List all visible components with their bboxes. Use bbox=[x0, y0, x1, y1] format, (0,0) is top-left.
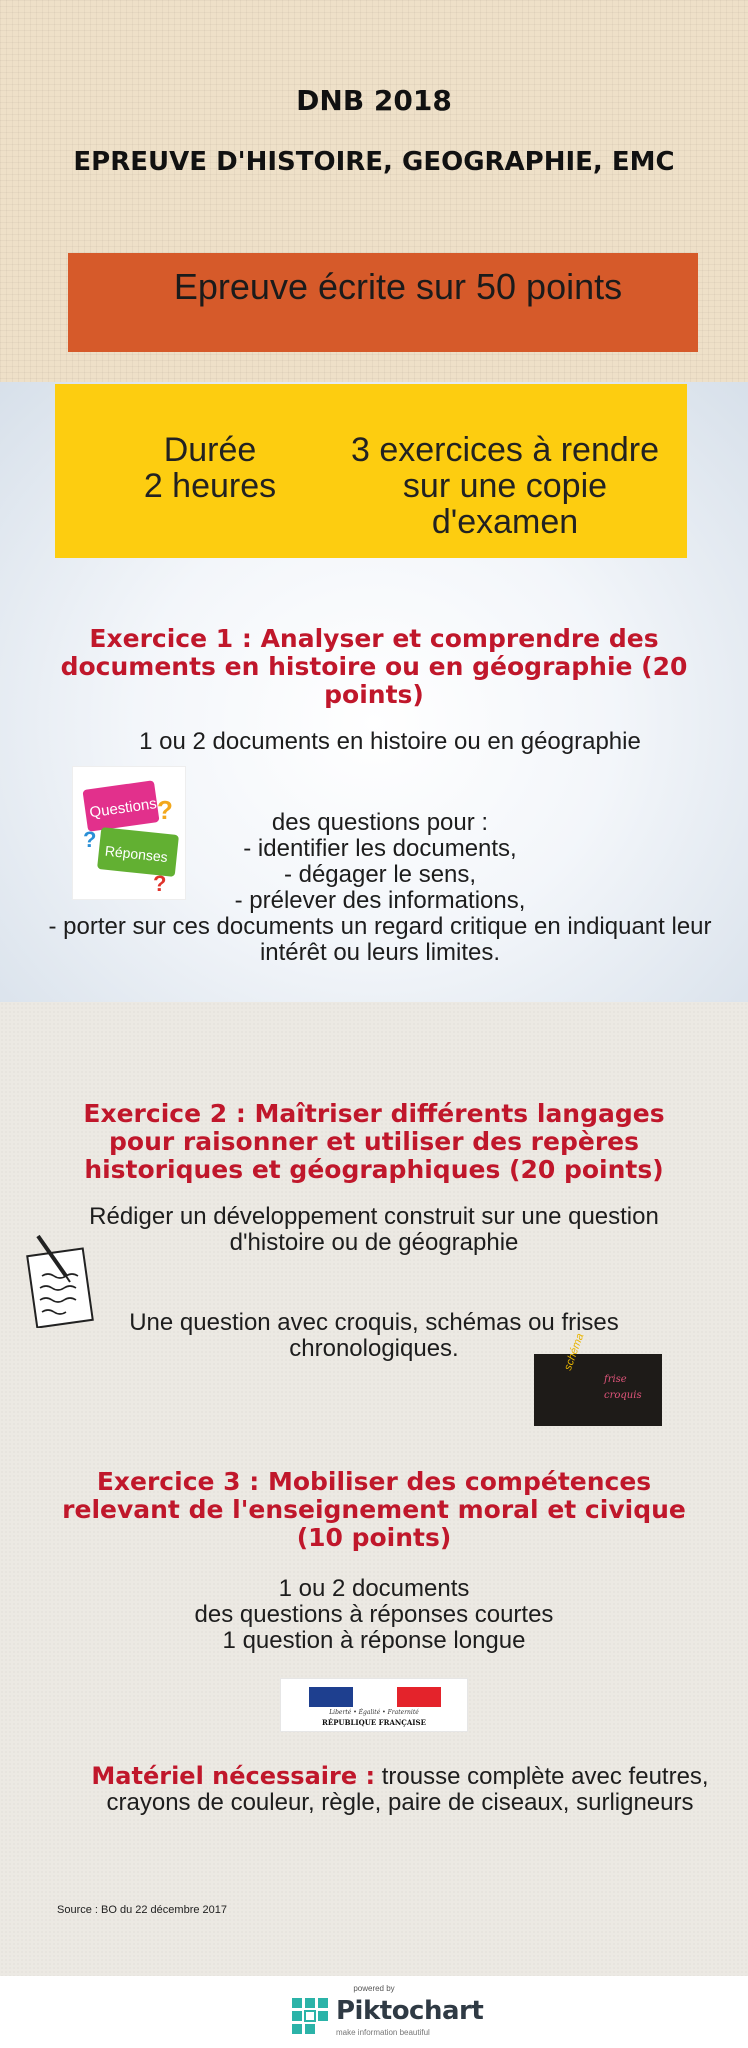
exercise3-title: Exercice 3 : Mobiliser des compétences relevant de l'enseignement moral et civique (10 points) bbox=[62, 1467, 686, 1552]
logo-motto: Liberté • Égalité • Fraternité bbox=[329, 1709, 419, 1716]
image-text-schema: schéma bbox=[562, 1331, 587, 1373]
question-item: - prélever des informations, bbox=[234, 887, 526, 914]
page-subtitle: EPREUVE D'HISTOIRE, GEOGRAPHIE, EMC bbox=[73, 147, 675, 177]
exercise3-doc-item: 1 question à réponse longue bbox=[222, 1627, 526, 1654]
flag-red-band bbox=[397, 1687, 441, 1707]
exercise1-documents: 1 ou 2 documents en histoire ou en géographie bbox=[139, 728, 641, 755]
powered-by-text: powered by bbox=[353, 1984, 395, 1993]
materiel-text bbox=[90, 1763, 710, 1816]
exercises-count-text: 3 exercices à rendre sur une copie d'examen bbox=[350, 431, 660, 541]
question-item: - porter sur ces documents un regard critique en indiquant leur intérêt ou leurs limites. bbox=[48, 913, 712, 966]
materiel-list: trousse complète avec feutres, crayons de couleur, règle, paire de ciseaux, surligneurs bbox=[106, 1763, 709, 1816]
exercise3-documents bbox=[100, 1576, 648, 1654]
image-text-questions: Questions bbox=[88, 795, 158, 822]
republique-francaise-logo bbox=[280, 1678, 468, 1732]
materiel-label: Matériel nécessaire : bbox=[91, 1762, 376, 1790]
exercise1-title: Exercice 1 : Analyser et comprendre des documents en histoire ou en géographie (20 points) bbox=[60, 624, 688, 709]
writing-paper-icon bbox=[26, 1232, 98, 1328]
points-banner bbox=[68, 253, 698, 352]
duration-label: Durée bbox=[163, 431, 257, 469]
overview-box bbox=[55, 384, 687, 558]
piktochart-brand[interactable]: Piktochart bbox=[336, 1996, 484, 2026]
page-title: DNB 2018 bbox=[296, 84, 452, 117]
source-note: Source : BO du 22 décembre 2017 bbox=[57, 1904, 227, 1916]
question-item: - dégager le sens, bbox=[283, 861, 477, 888]
duration-value: 2 heures bbox=[143, 467, 277, 505]
piktochart-tagline: make information beautiful bbox=[336, 2028, 430, 2037]
svg-text:?: ? bbox=[153, 871, 167, 896]
questions-intro: des questions pour : bbox=[271, 809, 489, 836]
duration-text bbox=[95, 432, 325, 504]
footer bbox=[0, 1976, 748, 2048]
exercise3-doc-item: 1 ou 2 documents bbox=[278, 1575, 470, 1602]
header-section bbox=[0, 0, 748, 382]
logo-name: RÉPUBLIQUE FRANÇAISE bbox=[322, 1718, 426, 1727]
exercises-2-3-section bbox=[0, 1002, 748, 1976]
exercise2-question: Une question avec croquis, schémas ou frises chronologiques. bbox=[129, 1309, 619, 1362]
svg-text:?: ? bbox=[83, 827, 97, 852]
points-banner-text: Epreuve écrite sur 50 points bbox=[173, 266, 623, 307]
piktochart-logo-icon[interactable] bbox=[292, 1998, 328, 2034]
image-text-reponses: Réponses bbox=[104, 842, 169, 866]
exercise2-title: Exercice 2 : Maîtriser différents langages pour raisonner et utiliser des repères historiques et géographiques (20 points) bbox=[83, 1099, 665, 1184]
exercise1-questions bbox=[40, 810, 720, 966]
image-text-croquis: croquis bbox=[604, 1390, 642, 1401]
exercise1-section bbox=[0, 382, 748, 1002]
question-item: - identifier les documents, bbox=[243, 835, 517, 862]
flag-blue-band bbox=[309, 1687, 353, 1707]
exercise3-doc-item: des questions à réponses courtes bbox=[194, 1601, 554, 1628]
exercise2-redaction: Rédiger un développement construit sur une question d'histoire ou de géographie bbox=[89, 1203, 659, 1256]
image-text-frise: frise bbox=[604, 1374, 627, 1385]
schema-frise-croquis-image bbox=[534, 1331, 662, 1426]
svg-text:?: ? bbox=[157, 795, 173, 825]
flag-white-band bbox=[353, 1687, 397, 1707]
